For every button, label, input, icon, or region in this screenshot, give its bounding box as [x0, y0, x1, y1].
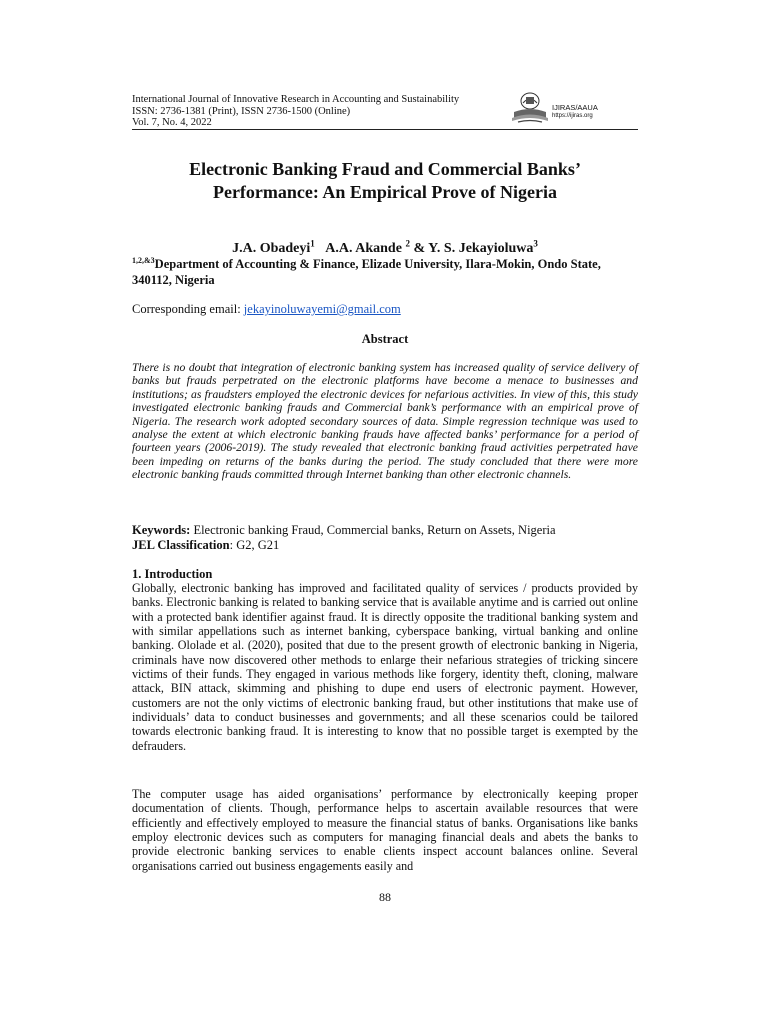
journal-name: International Journal of Innovative Research in Accounting and Sustainability: [132, 94, 460, 105]
logo-name: IJIRAS/AAUA: [552, 103, 598, 112]
jel-label: JEL Classification: [132, 538, 230, 552]
author-3: & Y. S. Jekayioluwa: [413, 241, 534, 256]
email-label: Corresponding email:: [132, 302, 244, 316]
jel-line: [132, 538, 638, 553]
book-emblem-icon: [510, 92, 550, 126]
author-2-mark: 2: [405, 238, 410, 249]
paper-title: [132, 158, 638, 204]
author-2: A.A. Akande: [325, 241, 402, 256]
abstract-text: There is no doubt that integration of electronic banking system has increased quality of service delivery of banks but frauds perpetrated on the electronic platforms have become a menace to businesses and institutions; as fraudsters employed the electronic devices for nefarious activities. In view of this, this study investigated electronic banking frauds and Commercial bank’s performance with an empirical prove of Nigeria. The research work adopted secondary sources of data. Simple regression technique was used to analyse the extent at which electronic banking frauds have affected banks’ performance for a period of fourteen years (2006-2019). The study revealed that electronic banking fraud activities perpetrated have been impeding on returns of the banks during the period. The study concluded that there were more electronic banking frauds committed through Internet banking than other electronic channels.: [132, 361, 638, 482]
author-1-mark: 1: [310, 238, 315, 249]
keywords-block: [132, 523, 638, 553]
journal-volume: Vol. 7, No. 4, 2022: [132, 117, 212, 128]
author-list: [132, 238, 638, 257]
title-line-1: Electronic Banking Fraud and Commercial Banks’: [189, 159, 581, 179]
title-line-2: Performance: An Empirical Prove of Nigeria: [212, 182, 558, 202]
corresponding-email: [132, 302, 638, 317]
author-3-mark: 3: [533, 238, 538, 249]
logo-text: [552, 103, 598, 121]
journal-issn: ISSN: 2736-1381 (Print), ISSN 2736-1500 (Online): [132, 105, 351, 117]
abstract-heading: Abstract: [361, 332, 409, 346]
author-1: J.A. Obadeyi: [232, 241, 311, 256]
email-link[interactable]: jekayinoluwayemi@gmail.com: [243, 302, 401, 316]
affiliation-marks: 1,2,&3: [132, 255, 155, 265]
keywords-text: Electronic banking Fraud, Commercial banks, Return on Assets, Nigeria: [190, 523, 556, 537]
page-number: 88: [379, 890, 391, 904]
affiliation-text: Department of Accounting & Finance, Elizade University, Ilara-Mokin, Ondo State, 340112, Nigeria: [132, 257, 601, 287]
journal-info: [132, 94, 459, 129]
header-divider: [132, 129, 638, 130]
keywords-label: Keywords:: [132, 523, 191, 537]
keywords-line: [132, 523, 638, 538]
affiliation: [132, 257, 638, 288]
paragraph-1: Globally, electronic banking has improved and facilitated quality of services / products provided by banks. Electronic banking is related to banking service that is available anytime and is carried out online with a protected bank identifier against fraud. It is directly opposite the traditional banking system and with similar appellations such as internet banking, cyberspace banking, virtual banking and online banking. Ololade et al. (2020), posited that due to the present growth of electronic banking in Nigeria, criminals have now discovered other methods to enlarge their nefarious strategies of tricking sincere victims of their funds. They engaged in various methods like forgery, identity theft, cloning, malware attack, BIN attack, skimming and phishing to dupe end users of electronic payment. However, customers are not the only victims of electronic banking fraud, but other institutions that make use of individuals’ data to conduct businesses and governments; and all these scenarios could be tailored towards electronic banking fraud. It is interesting to know that no possible target is exempted by the defrauders.: [132, 581, 638, 753]
logo-url: https://ijiras.org: [552, 113, 593, 119]
paragraph-2: The computer usage has aided organisations’ performance by electronically keeping proper documentation of clients. Though, performance helps to ascertain available resources that were efficiently and effectively employed to measure the financial status of banks. Organisations like banks employ electronic devices such as computers for managing financial deals and abets the banks to provide electronic banking services to enable clients inspect account balances online. Several organisations carried out business engagements easily and: [132, 787, 638, 873]
jel-text: : G2, G21: [229, 538, 280, 552]
journal-logo: [510, 94, 640, 126]
section-heading: 1. Introduction: [132, 567, 213, 581]
journal-header: [132, 94, 638, 130]
